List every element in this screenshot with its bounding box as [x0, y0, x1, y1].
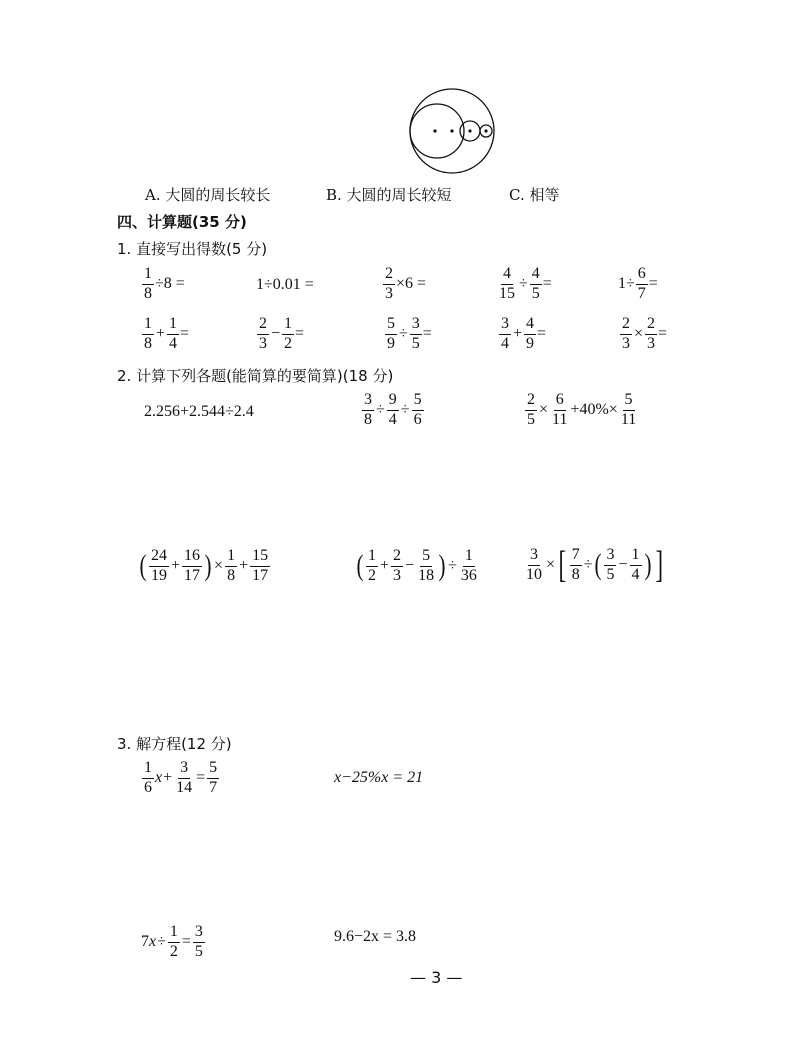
- option-c: C. 相等: [509, 186, 560, 204]
- q2-problem-5: ( $\frac{1}{2}$ + $\frac{2}{3}$ − $\frac{5}{18}$ ) ÷ $\frac{1}{36}$: [356, 547, 477, 584]
- q1-expr-1-2: 1÷0.01 =: [256, 276, 314, 293]
- section-title: 四、计算题(35 分): [117, 213, 247, 231]
- q1-expr-2-1: $\frac{1}{8}$ + $\frac{1}{4}$ =: [144, 315, 190, 352]
- q2-problem-2: $\frac{3}{8}$ ÷ $\frac{9}{4}$ ÷ $\frac{5}{6}$: [364, 391, 422, 428]
- q1-expr-1-3: $\frac{2}{3}$ ×6 =: [385, 265, 427, 302]
- q1-expr-1-1: $\frac{1}{8}$ ÷8 =: [144, 265, 185, 302]
- q3-equation-2: x−25%x = 21: [334, 769, 424, 786]
- q2-problem-4: ( $\frac{24}{19}$ + $\frac{16}{17}$ ) × $\frac{1}{8}$ + $\frac{15}{17}$: [139, 547, 269, 584]
- option-b: B. 大圆的周长较短: [326, 186, 452, 204]
- q1-expr-2-5: $\frac{2}{3}$ × $\frac{2}{3}$ =: [622, 315, 668, 352]
- circles-figure: [405, 86, 501, 176]
- q1-expr-2-3: $\frac{5}{9}$ ÷ $\frac{3}{5}$ =: [387, 315, 432, 352]
- page-number: — 3 —: [410, 968, 463, 987]
- q3-equation-4: 9.6−2x = 3.8: [334, 928, 417, 945]
- q2-title: 2. 计算下列各题(能简算的要简算)(18 分): [117, 367, 394, 385]
- q1-expr-1-5: 1÷ $\frac{6}{7}$ =: [618, 265, 658, 302]
- option-a: A. 大圆的周长较长: [145, 186, 271, 204]
- q3-title: 3. 解方程(12 分): [117, 735, 232, 753]
- q1-title: 1. 直接写出得数(5 分): [117, 240, 268, 258]
- q2-problem-6: $\frac{3}{10}$ × [ $\frac{7}{8}$ ÷ ( $\frac{3}{5}$ − $\frac{1}{4}$ ) ]: [526, 544, 663, 586]
- q1-expr-1-4: $\frac{4}{15}$ ÷ $\frac{4}{5}$ =: [499, 265, 552, 302]
- q1-expr-2-2: $\frac{2}{3}$ − $\frac{1}{2}$ =: [259, 315, 305, 352]
- q2-problem-3: $\frac{2}{5}$ × $\frac{6}{11}$ +40%× $\frac{5}{11}$: [527, 391, 637, 428]
- q3-equation-1: $\frac{1}{6}$ x + $\frac{3}{14}$ = $\frac{5}{7}$: [144, 759, 218, 796]
- q3-equation-3: 7 x ÷ $\frac{1}{2}$ = $\frac{3}{5}$: [141, 923, 203, 960]
- q2-problem-1: 2.256+2.544÷2.4: [144, 403, 254, 420]
- q1-expr-2-4: $\frac{3}{4}$ + $\frac{4}{9}$ =: [501, 315, 547, 352]
